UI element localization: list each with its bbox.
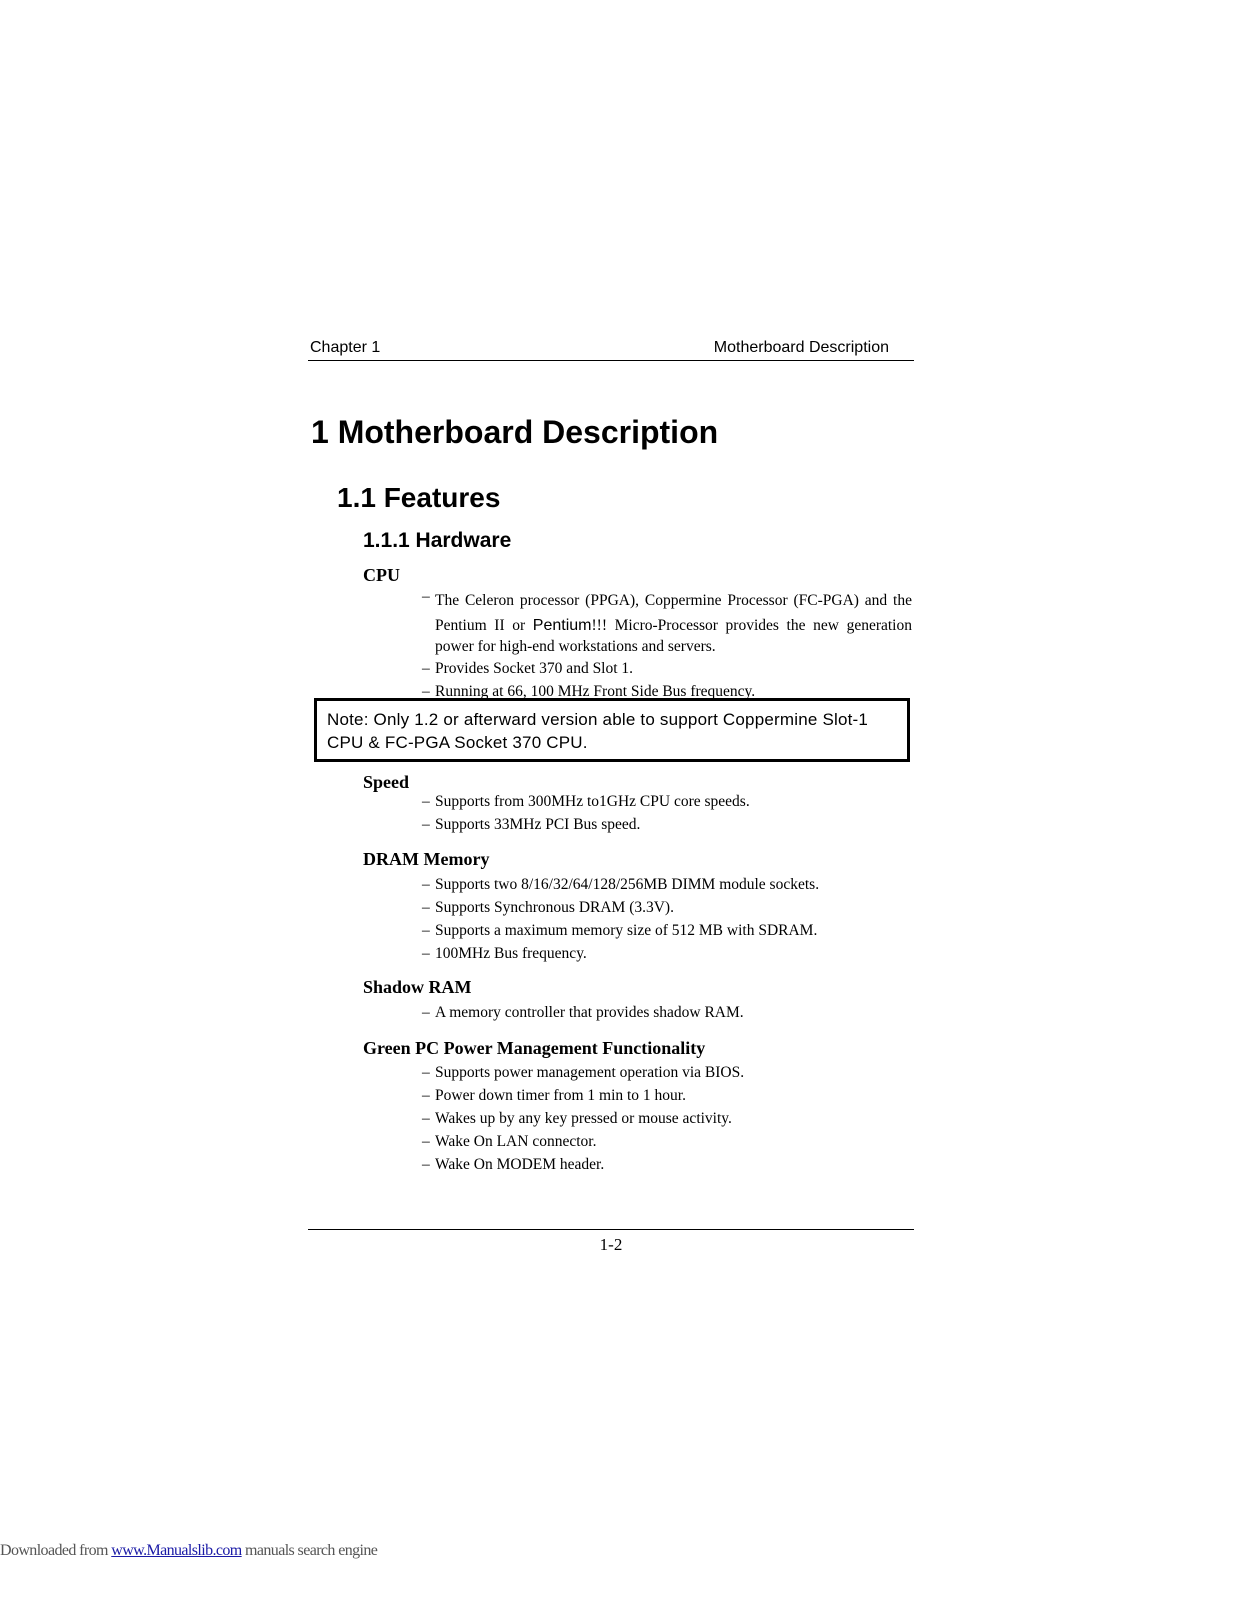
subsection-title: 1.1.1 Hardware xyxy=(363,529,512,552)
green-list xyxy=(422,1061,912,1176)
list-item: – Supports a maximum memory size of 512 MB with SDRAM. xyxy=(422,922,818,939)
download-line: Downloaded from www.Manualslib.com manuals search engine xyxy=(0,1542,378,1559)
list-item: – 100MHz Bus frequency. xyxy=(422,945,587,962)
note-box xyxy=(314,698,910,762)
list-item: – Supports Synchronous DRAM (3.3V). xyxy=(422,899,674,916)
shadow-heading: Shadow RAM xyxy=(363,977,472,997)
list-item: – Supports 33MHz PCI Bus speed. xyxy=(422,816,641,833)
header-title: Motherboard Description xyxy=(713,339,889,356)
speed-list xyxy=(422,790,912,836)
running-header xyxy=(308,338,914,361)
cpu-list xyxy=(422,586,912,703)
list-item: – Supports power management operation via BIOS. xyxy=(422,1064,745,1081)
list-item: – Provides Socket 370 and Slot 1. xyxy=(422,660,634,678)
chapter-title: 1 Motherboard Description xyxy=(311,414,719,450)
header-chapter: Chapter 1 xyxy=(310,339,381,356)
running-footer xyxy=(308,1229,914,1254)
dram-heading: DRAM Memory xyxy=(363,849,490,869)
list-item: – Supports from 300MHz to1GHz CPU core speeds. xyxy=(422,793,750,810)
dram-list xyxy=(422,873,912,965)
speed-heading: Speed xyxy=(363,772,410,792)
green-heading: Green PC Power Management Functionality xyxy=(363,1038,706,1058)
page-number: 1-2 xyxy=(599,1235,623,1254)
list-item: – A memory controller that provides shadow RAM. xyxy=(422,1004,744,1021)
shadow-list xyxy=(422,1001,912,1024)
list-item: – Wake On MODEM header. xyxy=(422,1156,605,1173)
list-item: – Wake On LAN connector. xyxy=(422,1133,597,1150)
list-item: – The Celeron processor (PPGA), Coppermine Processor (FC-PGA) and the Pentium II or Pentium!!! Micro-Processor provides the new generation power for high-end workstations and servers. xyxy=(422,588,912,656)
list-item: – Power down timer from 1 min to 1 hour. xyxy=(422,1087,686,1104)
list-item: – Running at 66, 100 MHz Front Side Bus frequency. xyxy=(422,683,756,701)
cpu-heading: CPU xyxy=(363,565,400,585)
list-item: – Supports two 8/16/32/64/128/256MB DIMM module sockets. xyxy=(422,876,820,893)
manualslib-link[interactable]: www.Manualslib.com xyxy=(111,1542,242,1559)
section-title: 1.1 Features xyxy=(337,482,501,513)
list-item: – Wakes up by any key pressed or mouse activity. xyxy=(422,1110,732,1127)
note-text: Note: Only 1.2 or afterward version able to support Coppermine Slot-1 CPU & FC-PGA Socket 370 CPU. xyxy=(327,710,869,752)
